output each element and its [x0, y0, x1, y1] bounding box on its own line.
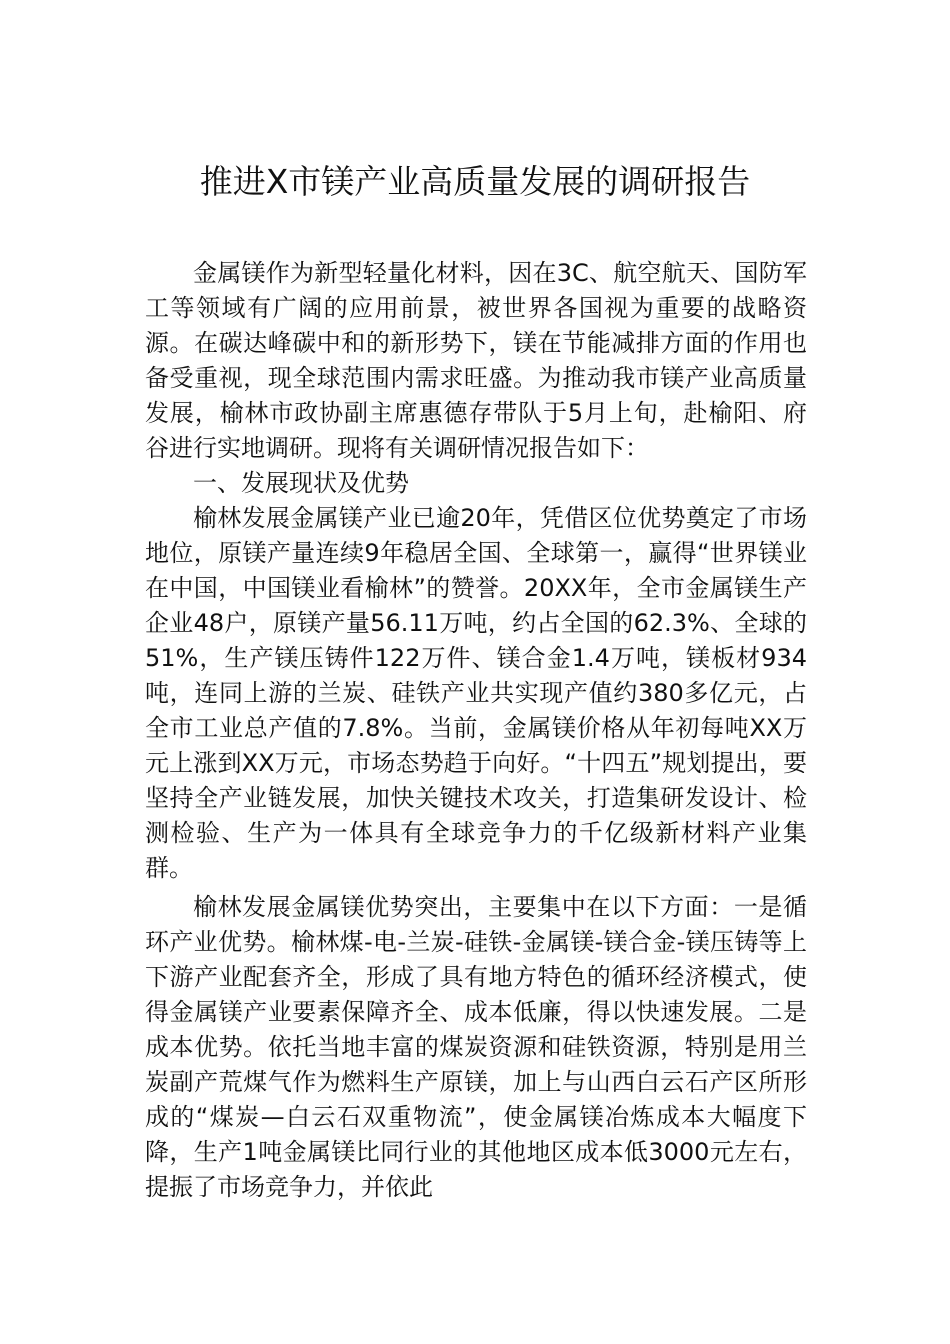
- paragraph-status: 榆林发展金属镁产业已逾20年，凭借区位优势奠定了市场地位，原镁产量连续9年稳居全国、全球第一，赢得“世界镁业在中国，中国镁业看榆林”的赞誉。20XX年，全市金属镁生产企业48户，原镁产量56.11万吨，约占全国的62.3%、全球的51%，生产镁压铸件122万件、镁合金1.4万吨，镁板材934吨，连同上游的兰炭、硅铁产业共实现产值约380多亿元，占全市工业总产值的7.8%。当前，金属镁价格从年初每吨XX万元上涨到XX万元，市场态势趋于向好。“十四五”规划提出，要坚持全产业链发展，加快关键技术攻关，打造集研发设计、检测检验、生产为一体具有全球竞争力的千亿级新材料产业集群。: [145, 504, 807, 882]
- paragraph-intro: 金属镁作为新型轻量化材料，因在3C、航空航天、国防军工等领域有广阔的应用前景，被世界各国视为重要的战略资源。在碳达峰碳中和的新形势下，镁在节能减排方面的作用也备受重视，现全球范围内需求旺盛。为推动我市镁产业高质量发展，榆林市政协副主席惠德存带队于5月上旬，赴榆阳、府谷进行实地调研。现将有关调研情况报告如下：: [145, 259, 807, 462]
- document-title: 推进X市镁产业高质量发展的调研报告: [199, 162, 751, 201]
- paragraph-advantages: 榆林发展金属镁优势突出，主要集中在以下方面：一是循环产业优势。榆林煤-电-兰炭-硅铁-金属镁-镁合金-镁压铸等上下游产业配套齐全，形成了具有地方特色的循环经济模式，使得金属镁产业要素保障齐全、成本低廉，得以快速发展。二是成本优势。依托当地丰富的煤炭资源和硅铁资源，特别是用兰炭副产荒煤气作为燃料生产原镁，加上与山西白云石产区所形成的“煤炭—白云石双重物流”，使金属镁冶炼成本大幅度下降，生产1吨金属镁比同行业的其他地区成本低3000元左右，提振了市场竞争力，并依此: [145, 893, 807, 1201]
- document-body: [145, 256, 807, 1205]
- section-heading-1: 一、发展现状及优势: [193, 469, 409, 497]
